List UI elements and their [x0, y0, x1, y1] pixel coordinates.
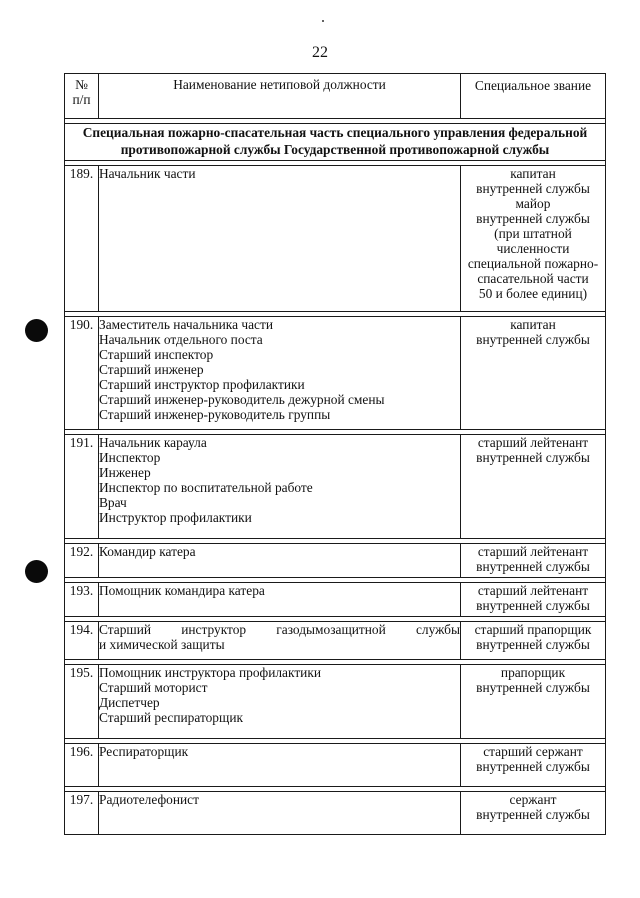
position-name: Радиотелефонист — [99, 792, 199, 807]
position-name: Начальник отдельного поста — [99, 332, 263, 347]
position-names — [99, 317, 461, 430]
rank-line: внутренней службы — [476, 637, 590, 652]
section-title-line: противопожарной службы Государственной противопожарной службы — [120, 142, 550, 157]
position-name: Старший инженер-руководитель дежурной смены — [99, 392, 385, 407]
position-name: Старший инженер-руководитель группы — [99, 407, 331, 422]
special-rank — [461, 792, 606, 835]
table-row — [65, 665, 606, 739]
positions-table — [64, 73, 606, 835]
rank-line: (при штатной — [494, 226, 572, 241]
rank-line: старший прапорщик — [474, 622, 592, 637]
table-row — [65, 166, 606, 312]
position-name: Помощник командира катера — [99, 583, 265, 598]
row-number: 191. — [65, 435, 99, 539]
position-name: Респираторщик — [99, 744, 189, 759]
position-name: Инспектор — [99, 450, 161, 465]
position-name: Помощник инструктора профилактики — [99, 665, 322, 680]
table-row — [65, 544, 606, 578]
rank-line: сержант — [509, 792, 557, 807]
rank-line: внутренней службы — [476, 332, 590, 347]
header-number-cell — [65, 74, 99, 119]
rank-line: старший лейтенант — [477, 583, 589, 598]
position-name: Старший инженер — [99, 362, 204, 377]
special-rank — [461, 544, 606, 578]
row-number: 190. — [65, 317, 99, 430]
table-row — [65, 317, 606, 430]
position-name: Начальник части — [99, 166, 196, 181]
section-row — [65, 124, 606, 161]
position-names — [99, 166, 461, 312]
row-number: 192. — [65, 544, 99, 578]
rank-line: внутренней службы — [476, 598, 590, 613]
rank-line: 50 и более единиц) — [478, 286, 588, 301]
rank-line: внутренней службы — [476, 807, 590, 822]
special-rank — [461, 317, 606, 430]
position-name: Заместитель начальника части — [99, 317, 274, 332]
rank-line: внутренней службы — [476, 181, 590, 196]
position-name: Начальник караула — [99, 435, 207, 450]
scan-speck — [322, 20, 324, 22]
table-header-row — [65, 74, 606, 119]
row-number: 196. — [65, 744, 99, 787]
position-name: Инспектор по воспитательной работе — [99, 480, 313, 495]
special-rank — [461, 435, 606, 539]
special-rank — [461, 665, 606, 739]
table-row — [65, 792, 606, 835]
position-names — [99, 665, 461, 739]
position-names — [99, 583, 461, 617]
punch-hole-mark — [25, 560, 48, 583]
special-rank — [461, 744, 606, 787]
position-name: Старший инструктор профилактики — [99, 377, 305, 392]
rank-line: прапорщик — [500, 665, 566, 680]
punch-hole-mark — [25, 319, 48, 342]
position-name: Диспетчер — [99, 695, 160, 710]
header-number-symbol: № — [75, 77, 88, 92]
rank-line: старший сержант — [483, 744, 583, 759]
position-name: Старший респираторщик — [99, 710, 243, 725]
row-number: 189. — [65, 166, 99, 312]
rank-line: капитан — [510, 166, 556, 181]
header-number-abbr: п/п — [72, 92, 91, 107]
row-number: 195. — [65, 665, 99, 739]
position-name: Старший инструктор газодымозащитной службы — [99, 622, 460, 637]
table-row — [65, 622, 606, 660]
position-names — [99, 435, 461, 539]
rank-line: внутренней службы — [476, 450, 590, 465]
position-name: Инженер — [99, 465, 151, 480]
rank-line: специальной пожарно- — [467, 256, 599, 271]
table-row — [65, 435, 606, 539]
row-number: 193. — [65, 583, 99, 617]
position-names — [99, 622, 461, 660]
position-name: Командир катера — [99, 544, 196, 559]
rank-line: внутренней службы — [476, 759, 590, 774]
section-title-line: Специальная пожарно-спасательная часть специального управления федеральной — [82, 125, 588, 140]
row-number: 194. — [65, 622, 99, 660]
rank-line: капитан — [510, 317, 556, 332]
table-row — [65, 744, 606, 787]
page-number: 22 — [312, 44, 328, 61]
rank-line: майор — [515, 196, 551, 211]
rank-line: внутренней службы — [476, 559, 590, 574]
table-row — [65, 583, 606, 617]
header-special-rank: Специальное звание — [461, 74, 606, 119]
position-name: Инструктор профилактики — [99, 510, 252, 525]
special-rank — [461, 583, 606, 617]
rank-line: внутренней службы — [476, 680, 590, 695]
position-names — [99, 544, 461, 578]
position-name: Старший инспектор — [99, 347, 214, 362]
position-names — [99, 792, 461, 835]
rank-line: численности — [496, 241, 570, 256]
position-name: и химической защиты — [99, 637, 225, 652]
position-name: Врач — [99, 495, 127, 510]
rank-line: старший лейтенант — [477, 435, 589, 450]
rank-line: спасательной части — [477, 271, 589, 286]
position-names — [99, 744, 461, 787]
header-position-name: Наименование нетиповой должности — [99, 74, 461, 119]
row-number: 197. — [65, 792, 99, 835]
special-rank — [461, 166, 606, 312]
special-rank — [461, 622, 606, 660]
section-title — [65, 124, 606, 161]
rank-line: старший лейтенант — [477, 544, 589, 559]
rank-line: внутренней службы — [476, 211, 590, 226]
position-name: Старший моторист — [99, 680, 208, 695]
